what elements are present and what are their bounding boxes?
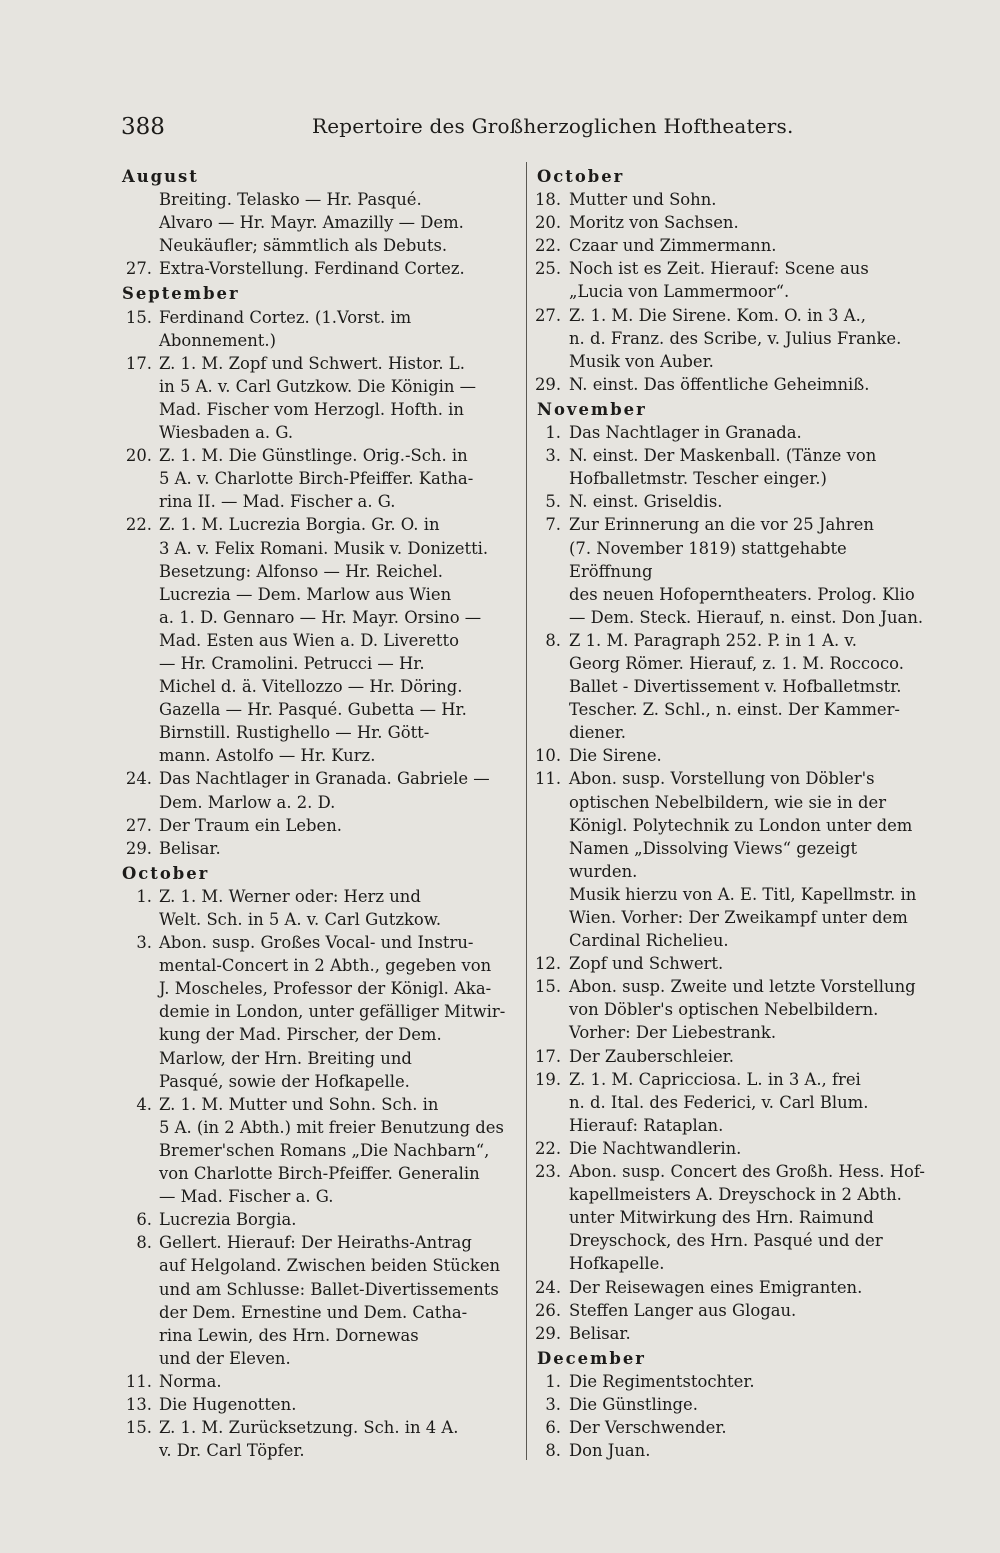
entry-text: Steffen Langer aus Glogau. — [569, 1300, 797, 1320]
entry-text: Norma. — [159, 1371, 222, 1391]
entry-text: Abon. susp. Concert des Großh. Hess. Hof- kapellmeisters A. Dreyschock in 2 Abth. unter Mitwirkung des Hrn. Raimund Dreyschock, des Hrn. Pasqué und der Hofkapelle. — [569, 1162, 925, 1274]
entry-text: Don Juan. — [569, 1441, 651, 1461]
entry-day: 22. — [535, 236, 562, 256]
entry-text: Das Nachtlager in Granada. — [569, 423, 802, 443]
entry-day: 17. — [125, 353, 152, 373]
performance-entry — [537, 304, 929, 373]
performance-entry — [122, 1370, 517, 1393]
entry-text: Der Traum ein Leben. — [159, 815, 342, 835]
entry-text: Belisar. — [569, 1323, 631, 1343]
entry-text: Z. 1. M. Zurücksetzung. Sch. in 4 A. v. Dr. Carl Töpfer. — [159, 1418, 459, 1461]
entry-text: Zopf und Schwert. — [569, 954, 724, 974]
page-number: 388 — [121, 114, 165, 140]
entry-day: 29. — [125, 838, 152, 858]
entry-day: 20. — [535, 213, 562, 233]
entry-day: 3. — [545, 1394, 561, 1414]
right-column — [537, 163, 929, 1462]
entry-day: 25. — [535, 259, 562, 279]
entry-text: Z. 1. M. Die Sirene. Kom. O. in 3 A., n. d. Franz. des Scribe, v. Julius Franke. Musik von Auber. — [569, 305, 902, 371]
entry-day: 3. — [136, 933, 152, 953]
entry-day: 24. — [125, 769, 152, 789]
performance-entry — [537, 1416, 929, 1439]
entry-day: 17. — [535, 1046, 562, 1066]
entry-day: 6. — [545, 1418, 561, 1438]
entry-text: Zur Erinnerung an die vor 25 Jahren (7. November 1819) stattgehabte Eröffnung des neuen Hofoperntheaters. Prolog. Klio — Dem. Steck. Hierauf, n. einst. Don Juan. — [569, 515, 924, 627]
entry-text: Der Zauberschleier. — [569, 1046, 734, 1066]
entry-day: 22. — [125, 515, 152, 535]
entry-text: Der Reisewagen eines Emigranten. — [569, 1277, 863, 1297]
performance-entry — [537, 421, 929, 444]
entry-day: 8. — [545, 630, 561, 650]
entry-text: N. einst. Das öffentliche Geheimniß. — [569, 374, 870, 394]
entry-day: 27. — [535, 305, 562, 325]
performance-entry — [122, 257, 517, 280]
month-heading: August — [122, 167, 199, 186]
entry-day: 8. — [545, 1441, 561, 1461]
performance-entry — [537, 490, 929, 513]
entry-day: 18. — [535, 190, 562, 210]
entry-text: N. einst. Der Maskenball. (Tänze von Hofballetmstr. Tescher einger.) — [569, 446, 877, 489]
entry-day: 7. — [545, 515, 561, 535]
performance-entry — [537, 1068, 929, 1137]
entry-day: 15. — [125, 1418, 152, 1438]
entry-day: 1. — [136, 886, 152, 906]
entry-day: 27. — [125, 259, 152, 279]
entry-day: 1. — [545, 1371, 561, 1391]
entry-text: Abon. susp. Vorstellung von Döbler's optischen Nebelbildern, wie sie in der Königl. Polytechnik zu London unter dem Namen „Dissolving Views“ gezeigt wurden. Musik hierzu von A. E. Titl, Kapellmstr. in Wien. Vorher: Der Zweikampf unter dem Cardinal Richelieu. — [569, 769, 917, 951]
entry-day: 1. — [545, 423, 561, 443]
performance-entry — [122, 767, 517, 813]
performance-entry — [537, 975, 929, 1044]
entry-day: 13. — [125, 1394, 152, 1414]
performance-entry — [537, 1045, 929, 1068]
entry-text: Extra-Vorstellung. Ferdinand Cortez. — [159, 259, 465, 279]
left-column — [122, 163, 517, 1462]
performance-entry — [122, 1231, 517, 1370]
entry-text: Z. 1. M. Werner oder: Herz und Welt. Sch. in 5 A. v. Carl Gutzkow. — [159, 886, 442, 929]
entry-day: 23. — [535, 1162, 562, 1182]
entry-text: Z 1. M. Paragraph 252. P. in 1 A. v. Georg Römer. Hierauf, z. 1. M. Roccoco. Ballet - Divertissement v. Hofballetmstr. Tescher. Z. Schl., n. einst. Der Kammer- diener. — [569, 630, 904, 743]
performance-entry — [122, 1393, 517, 1416]
entry-text: Der Verschwender. — [569, 1418, 727, 1438]
month-heading: October — [537, 167, 625, 186]
performance-entry — [537, 188, 929, 211]
entry-text: Mutter und Sohn. — [569, 190, 717, 210]
entry-text: Moritz von Sachsen. — [569, 213, 739, 233]
entry-day: 15. — [535, 977, 562, 997]
performance-entry — [537, 744, 929, 767]
entry-text: Z. 1. M. Die Günstlinge. Orig.-Sch. in 5 A. v. Charlotte Birch-Pfeiffer. Katha- rina II. — Mad. Fischer a. G. — [159, 446, 474, 512]
entry-day: 26. — [535, 1300, 562, 1320]
entry-day: 24. — [535, 1277, 562, 1297]
performance-entry — [537, 257, 929, 303]
entry-day: 4. — [136, 1094, 152, 1114]
column-divider — [526, 162, 527, 1460]
entry-text: Die Regimentstochter. — [569, 1371, 755, 1391]
performance-entry — [122, 814, 517, 837]
entry-day: 29. — [535, 1323, 562, 1343]
performance-entry — [537, 1370, 929, 1393]
performance-entry — [537, 1276, 929, 1299]
entry-text: Belisar. — [159, 838, 221, 858]
performance-entry — [537, 629, 929, 744]
entry-text: Gellert. Hierauf: Der Heiraths-Antrag auf Helgoland. Zwischen beiden Stücken und am Schlusse: Ballet-Divertissements der Dem. Ernestine und Dem. Catha- rina Lewin, des Hrn. Dornewas und der Eleven. — [159, 1233, 501, 1368]
performance-entry — [122, 1208, 517, 1231]
performance-entry — [537, 1393, 929, 1416]
entry-text: Ferdinand Cortez. (1.Vorst. im Abonnement.) — [159, 307, 412, 350]
performance-entry — [537, 1322, 929, 1345]
page-header — [118, 110, 928, 146]
month-heading: November — [537, 399, 647, 419]
performance-entry — [537, 952, 929, 975]
month-heading: December — [537, 1348, 646, 1368]
entry-text: Die Sirene. — [569, 746, 662, 766]
performance-entry — [122, 1416, 517, 1462]
entry-day: 29. — [535, 374, 562, 394]
entry-day: 8. — [136, 1233, 152, 1253]
entry-text: Die Nachtwandlerin. — [569, 1138, 742, 1158]
performance-entry — [122, 837, 517, 860]
entry-text: Z. 1. M. Mutter und Sohn. Sch. in 5 A. (in 2 Abth.) mit freier Benutzung des Bremer'schen Romans „Die Nachbarn“, von Charlotte Birch-Pfeiffer. Generalin — Mad. Fischer a. G. — [159, 1094, 504, 1207]
performance-entry — [537, 1439, 929, 1462]
entry-text: Z. 1. M. Capricciosa. L. in 3 A., frei n. d. Ital. des Federici, v. Carl Blum. Hierauf: Rataplan. — [569, 1069, 869, 1135]
entry-day: 20. — [125, 446, 152, 466]
performance-entry — [122, 188, 517, 257]
performance-entry — [537, 1160, 929, 1275]
performance-entry — [122, 444, 517, 513]
entry-text: Abon. susp. Großes Vocal- und Instru- mental-Concert in 2 Abth., gegeben von J. Moscheles, Professor der Königl. Aka- demie in London, unter gefälliger Mitwir- kung der Mad. Pirscher, der Dem. Marlow, der Hrn. Breiting und Pasqué, sowie der Hofkapelle. — [159, 933, 506, 1091]
performance-entry — [537, 234, 929, 257]
performance-entry — [122, 352, 517, 444]
performance-entry — [537, 1137, 929, 1160]
entry-text: Lucrezia Borgia. — [159, 1210, 297, 1230]
entry-text: Abon. susp. Zweite und letzte Vorstellung von Döbler's optischen Nebelbildern. Vorher: Der Liebestrank. — [569, 977, 916, 1043]
entry-text: Das Nachtlager in Granada. Gabriele — Dem. Marlow a. 2. D. — [159, 769, 490, 812]
entry-day: 12. — [535, 954, 562, 974]
performance-entry — [537, 767, 929, 952]
entry-day: 11. — [125, 1371, 152, 1391]
performance-entry — [537, 513, 929, 628]
month-heading: September — [122, 284, 240, 304]
entry-text: N. einst. Griseldis. — [569, 492, 723, 512]
performance-entry — [537, 1299, 929, 1322]
entry-day: 6. — [136, 1210, 152, 1230]
month-heading: October — [122, 863, 210, 883]
entry-day: 11. — [535, 769, 562, 789]
performance-entry — [537, 373, 929, 396]
entry-text: Die Günstlinge. — [569, 1394, 698, 1414]
entry-day: 5. — [545, 492, 561, 512]
entry-text: Noch ist es Zeit. Hierauf: Scene aus „Lucia von Lammermoor“. — [569, 259, 869, 302]
entry-day: 27. — [125, 815, 152, 835]
performance-entry — [122, 306, 517, 352]
entry-day: 15. — [125, 307, 152, 327]
entry-text: Z. 1. M. Zopf und Schwert. Histor. L. in 5 A. v. Carl Gutzkow. Die Königin — Mad. Fischer vom Herzogl. Hofth. in Wiesbaden a. G. — [159, 353, 477, 443]
performance-entry — [122, 931, 517, 1093]
entry-day: 10. — [535, 746, 562, 766]
running-head: Repertoire des Großherzoglichen Hoftheaters. — [312, 114, 794, 138]
entry-day: 3. — [545, 446, 561, 466]
entry-day: 22. — [535, 1138, 562, 1158]
performance-entry — [122, 1093, 517, 1208]
entry-text: Die Hugenotten. — [159, 1394, 297, 1414]
entry-day: 19. — [535, 1069, 562, 1089]
performance-entry — [122, 513, 517, 767]
entry-text: Z. 1. M. Lucrezia Borgia. Gr. O. in 3 A. v. Felix Romani. Musik v. Donizetti. Besetzung: Alfonso — Hr. Reichel. Lucrezia — Dem. Marlow aus Wien a. 1. D. Gennaro — Hr. Mayr. Orsino — Mad. Esten aus Wien a. D. Liveretto — Hr. Cramolini. Petrucci — Hr. Michel d. ä. Vitellozzo — Hr. Döring. Gazella — Hr. Pasqué. Gubetta — Hr. Birnstill. Rustighello — Hr. Gött- mann. Astolfo — Hr. Kurz. — [159, 515, 489, 766]
performance-entry — [122, 885, 517, 931]
entry-text: Czaar und Zimmermann. — [569, 236, 777, 256]
performance-entry — [537, 444, 929, 490]
performance-entry — [537, 211, 929, 234]
entry-text: Breiting. Telasko — Hr. Pasqué. Alvaro — Hr. Mayr. Amazilly — Dem. Neukäufler; sämmtlich als Debuts. — [159, 190, 464, 256]
